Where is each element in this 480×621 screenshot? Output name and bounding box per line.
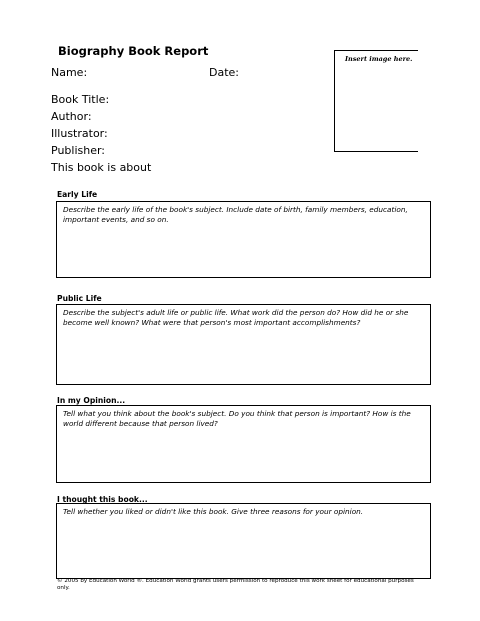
thought-book-prompt: Tell whether you liked or didn't like this book. Give three reasons for your opinion. [63,507,364,516]
publisher-label: Publisher: [51,144,106,157]
thought-book-answer-box[interactable] [56,503,431,579]
opinion-prompt: Tell what you think about the book's subject. Do you think that person is important? How is the world different because that person lived? [63,409,411,428]
public-life-prompt: Describe the subject's adult life or public life. What work did the person do? How did he or she become well known? What were that person's most important accomplishments? [63,308,409,327]
opinion-answer-box[interactable] [56,405,431,483]
book-title-label: Book Title: [51,93,110,106]
date-label: Date: [209,66,239,79]
illustrator-label: Illustrator: [51,127,108,140]
section-heading-opinion: In my Opinion... [57,396,126,405]
image-placeholder-label: Insert image here. [345,55,413,63]
image-placeholder-box[interactable] [334,50,418,152]
section-heading-early-life: Early Life [57,190,98,199]
public-life-answer-box[interactable] [56,304,431,385]
section-heading-thought-book: I thought this book... [57,495,148,504]
copyright-footer: © 2005 by Education World ®. Education World grants users permission to reproduce this work sheet for educational purposes only. [57,578,414,591]
book-about-label: This book is about [51,161,152,174]
name-label: Name: [51,66,88,79]
section-heading-public-life: Public Life [57,294,102,303]
author-label: Author: [51,110,92,123]
early-life-answer-box[interactable] [56,201,431,278]
page-title: Biography Book Report [58,44,209,58]
early-life-prompt: Describe the early life of the book's subject. Include date of birth, family members, education, important events, and so on. [63,205,408,224]
